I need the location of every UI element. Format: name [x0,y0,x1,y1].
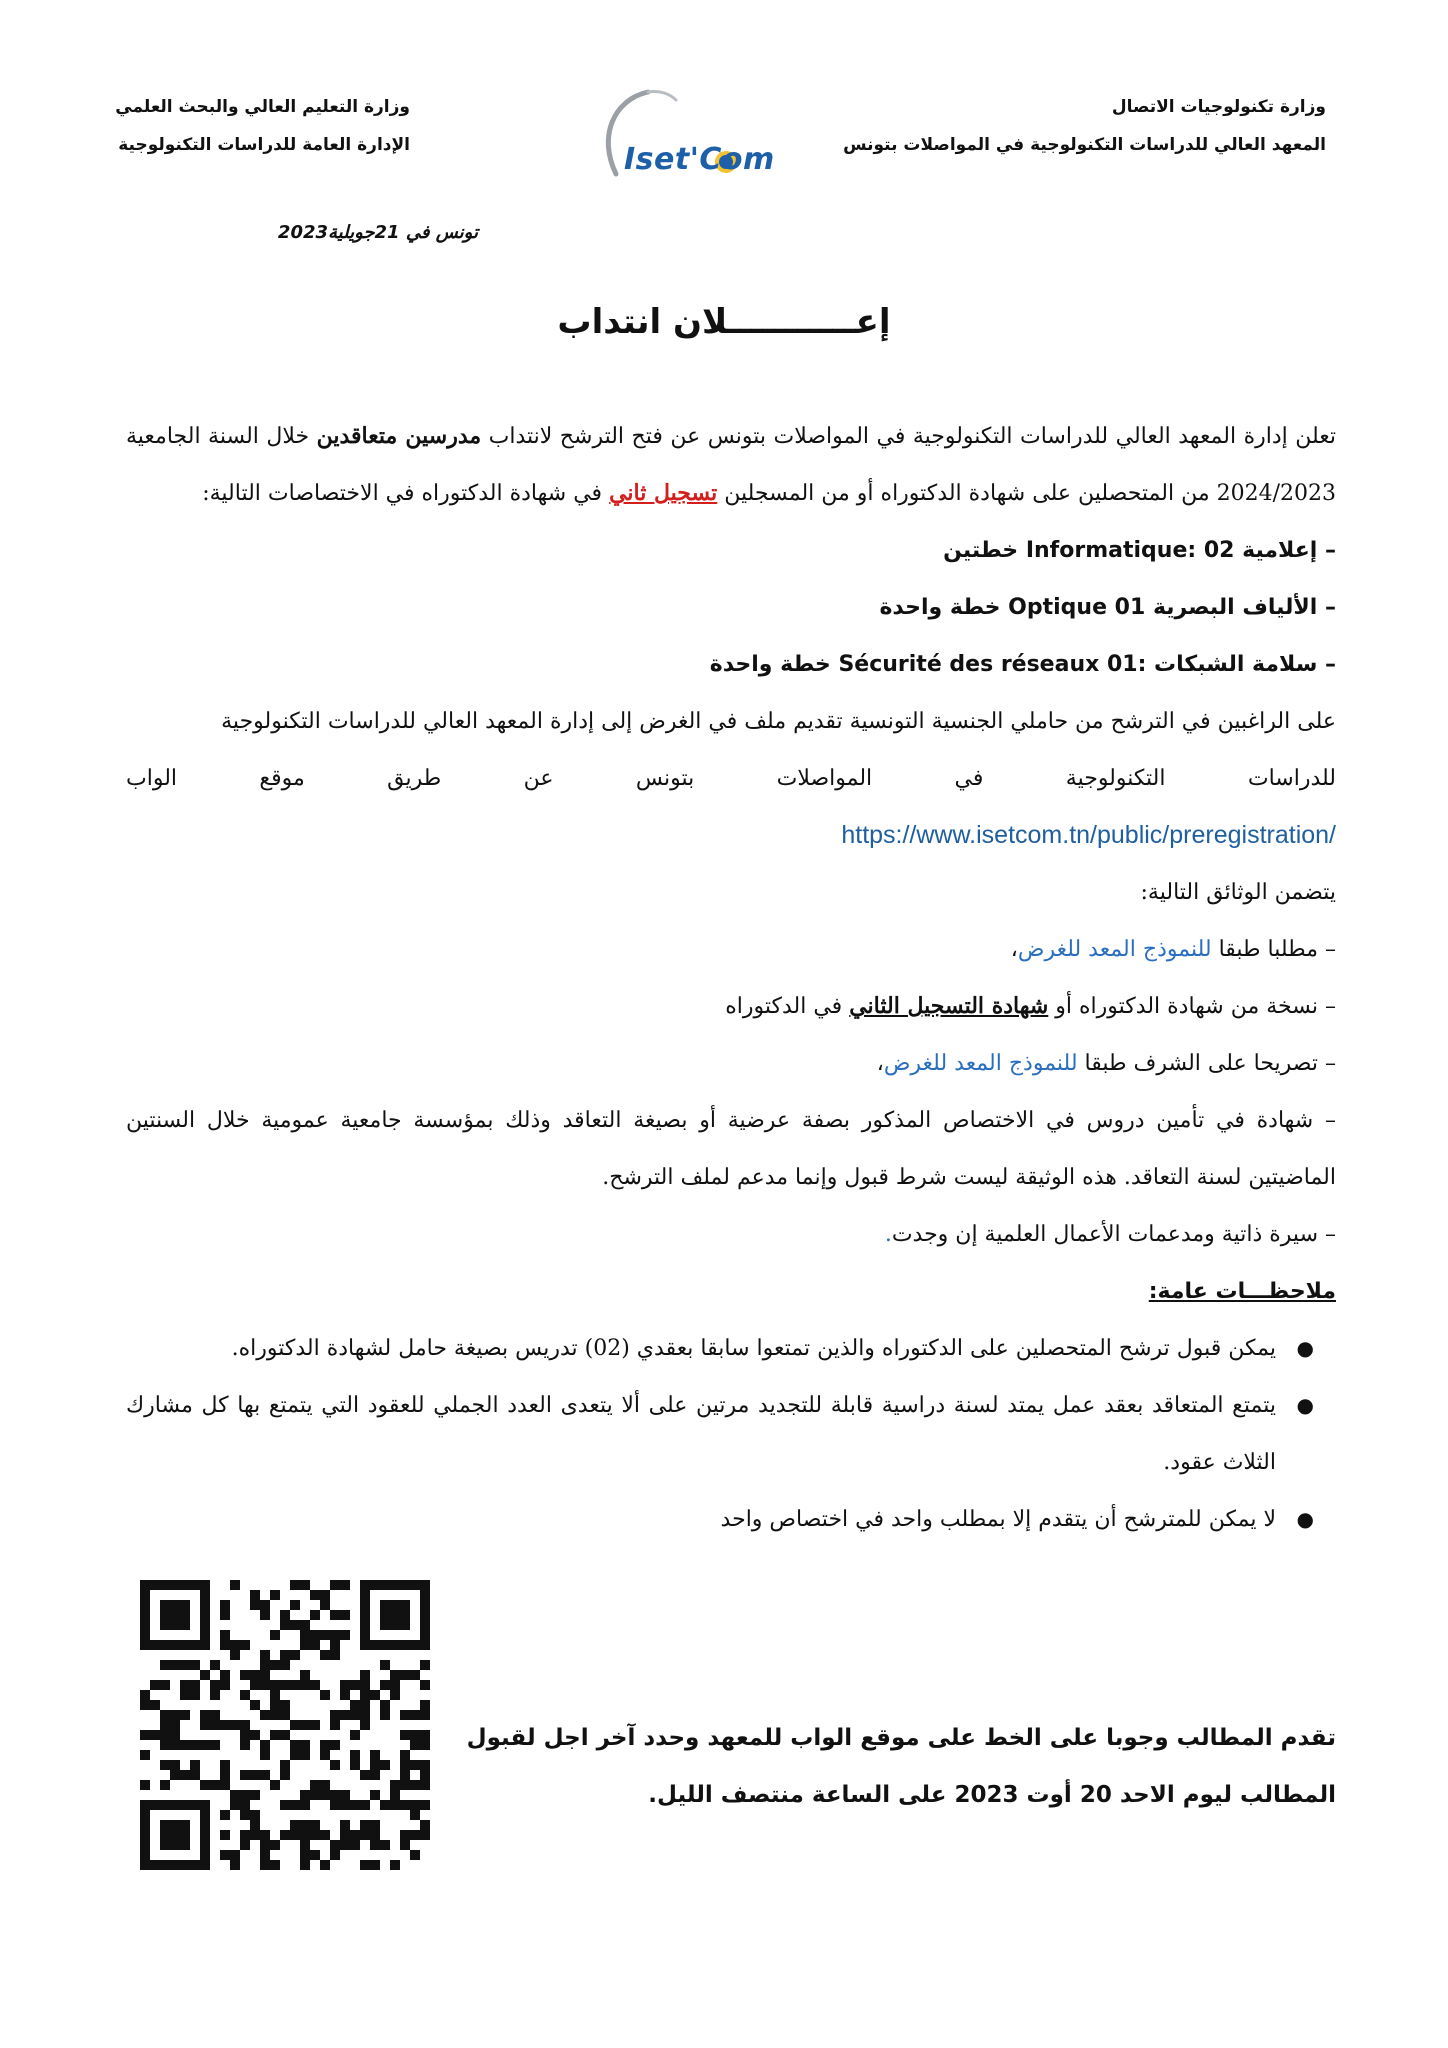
application-text-1: على الراغبين في الترشح من حاملي الجنسية التونسية تقديم ملف في الغرض إلى إدارة المعهد العالي للدراسات التكنولوجية [221,709,1336,734]
notes-title: ملاحظـــات عامة: [1148,1279,1336,1304]
logo-text: Iset'Com [624,142,775,177]
note-item [126,1320,1336,1377]
doc-text: . [884,1222,892,1247]
bullet-icon: ● [1296,1336,1314,1360]
doc-text: – مطلبا طبقا [1211,937,1336,962]
date-line: تونس في 21جويلية2023 [277,222,478,243]
doc-text: – نسخة من شهادة الدكتوراه أو [1048,994,1336,1019]
application-text-2: للدراسات التكنولوجية في المواصلات بتونس عن طريق موقع الواب [126,766,1336,791]
doc-text: ، [876,1051,884,1076]
page-title: إعـــــــــــلان انتداب [557,302,891,342]
note-text: يمكن قبول ترشح المتحصلين على الدكتوراه والذين تمتعوا سابقا بعقدي (02) تدريس بصيغة حامل لشهادة الدكتوراه. [231,1336,1276,1361]
intro-text-1: تعلن إدارة المعهد العالي للدراسات التكنولوجية في المواصلات بتونس عن فتح الترشح لانتداب [481,424,1336,449]
document-item: – شهادة في تأمين دروس في الاختصاص المذكور بصفة عرضية أو بصيغة التعاقد وذلك بمؤسسة جامعية عمومية خلال السنتين الماضيتين لسنة التعاقد. هذه الوثيقة ليست شرط قبول وإنما مدعم لملف الترشح. [126,1108,1336,1190]
institute-name: المعهد العالي للدراسات التكنولوجية في المواصلات بتونس [843,135,1326,155]
iset-com-logo [588,82,775,192]
specialty-item: – الألياف البصرية Optique 01 خطة واحدة [879,595,1336,620]
intro-bold-role: مدرسين متعاقدين [316,423,482,449]
preregistration-link[interactable]: https://www.isetcom.tn/public/preregistration/ [841,821,1336,849]
announcement-body [126,408,1336,1548]
document-item [126,1206,1336,1263]
form-template-link[interactable]: للنموذج المعد للغرض [883,1051,1078,1076]
header-right-block [843,88,1326,164]
doc-text: ، [1010,937,1018,962]
intro-paragraph [126,408,1336,522]
ministry-left: وزارة التعليم العالي والبحث العلمي [115,97,410,117]
document-item [126,921,1336,978]
intro-red-highlight: تسجيل ثاني [609,480,718,506]
header-left-block [100,88,410,164]
doc-text: – تصريحا على الشرف طبقا [1077,1051,1336,1076]
bullet-icon: ● [1296,1507,1314,1531]
note-item [126,1491,1336,1548]
specialty-item: – إعلامية Informatique: 02 خطتين [943,538,1336,563]
note-text: يتمتع المتعاقد بعقد عمل يمتد لسنة دراسية قابلة للتجديد مرتين على ألا يتعدى العدد الجملي للعقود التي يتمتع بها كل مشارك الثلاث عقود. [126,1393,1276,1475]
documents-heading: يتضمن الوثائق التالية: [1140,880,1336,905]
note-text: لا يمكن للمترشح أن يتقدم إلا بمطلب واحد في اختصاص واحد [720,1507,1276,1532]
bullet-icon: ● [1296,1393,1314,1417]
specialty-item: – سلامة الشبكات :Sécurité des réseaux 01 خطة واحدة [709,652,1336,677]
document-item [126,978,1336,1035]
doc-text: في الدكتوراه [725,994,850,1019]
document-item [126,1035,1336,1092]
doc-text: – سيرة ذاتية ومدعمات الأعمال العلمية إن وجدت [891,1222,1336,1247]
directorate-name: الإدارة العامة للدراسات التكنولوجية [118,135,410,155]
qr-code-icon[interactable] [140,1580,430,1870]
closing-notice: تقدم المطالب وجوبا على الخط على موقع الواب للمعهد وحدد آخر اجل لقبول المطالب ليوم الاحد 20 أوت 2023 على الساعة منتصف الليل. [466,1725,1336,1808]
doc-bold-text: شهادة التسجيل الثاني [849,993,1049,1019]
note-item [126,1377,1336,1491]
intro-text-3: في شهادة الدكتوراه في الاختصاصات التالية: [202,481,610,506]
ministry-right: وزارة تكنولوجيات الاتصال [1111,97,1326,117]
intro-text-2: خلال السنة الجامعية 2024/2023 من المتحصلين على شهادة الدكتوراه أو من المسجلين [126,424,1336,506]
form-template-link[interactable]: للنموذج المعد للغرض [1017,937,1212,962]
